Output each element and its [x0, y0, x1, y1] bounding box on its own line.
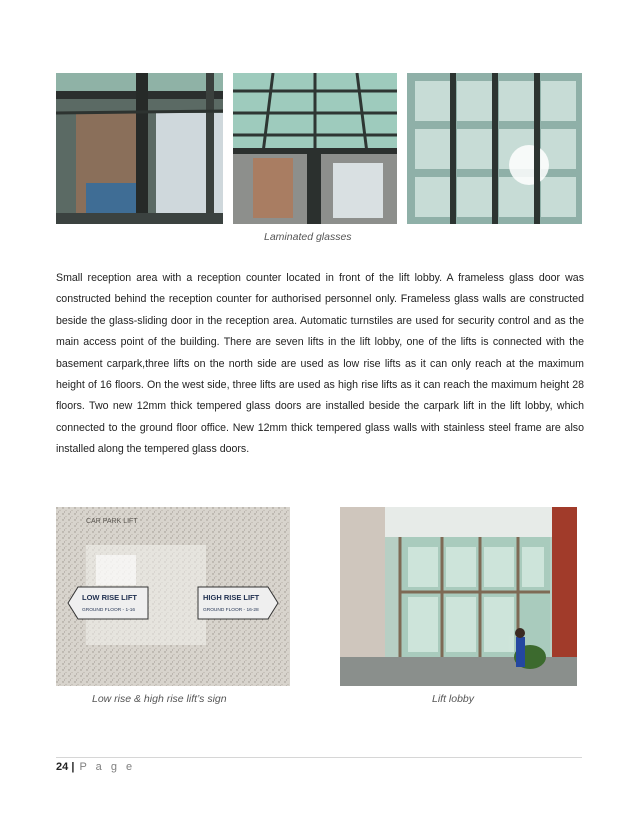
left-sign-title: LOW RISE LIFT	[82, 593, 137, 602]
laminated-glass-photo-1	[56, 73, 223, 224]
caption-lift-lobby: Lift lobby	[432, 693, 475, 705]
page-number: 24	[56, 761, 69, 773]
left-sign-subtitle: GROUND FLOOR - 1-16	[82, 608, 136, 613]
laminated-glass-photo-3	[407, 73, 582, 224]
right-sign-subtitle: GROUND FLOOR - 16-28	[203, 608, 259, 613]
lift-sign-photo	[56, 507, 290, 686]
caption-lift-sign: Low rise & high rise lift’s sign	[92, 693, 227, 705]
body-paragraph: Small reception area with a reception counter located in front of the lift lobby. A frameless glass door was constructed behind the reception counter for authorised personnel only. Frameless glass walls are constructed beside the glass-sliding door in the reception area. Automatic turnstiles are used for security control and as the main access point of the building. There are seven lifts in the lift lobby, one of the lifts is connected with the basement carpark,three lifts on the north side are used as low rise lifts as it can only reach at the maximum height of 16 floors. On the west side, three lifts are used as high rise lifts as it can reach the maximum height 28 floors. Two new 12mm thick tempered glass doors are installed beside the carpark lift in the lift lobby, which connected to the ground floor office. New 12mm thick tempered glass walls with stainless steel frame are also installed along the tempered glass doors.	[56, 272, 584, 456]
footer-divider	[56, 757, 582, 758]
lift-lobby-photo	[340, 507, 577, 686]
sign-top-label: CAR PARK LIFT	[86, 518, 138, 525]
page-word: P a g e	[79, 761, 136, 773]
footer-separator: |	[71, 761, 75, 773]
page-footer	[56, 761, 135, 773]
right-sign-title: HIGH RISE LIFT	[203, 593, 260, 602]
caption-laminated-glasses: Laminated glasses	[264, 231, 352, 243]
laminated-glass-photo-2	[233, 73, 397, 224]
